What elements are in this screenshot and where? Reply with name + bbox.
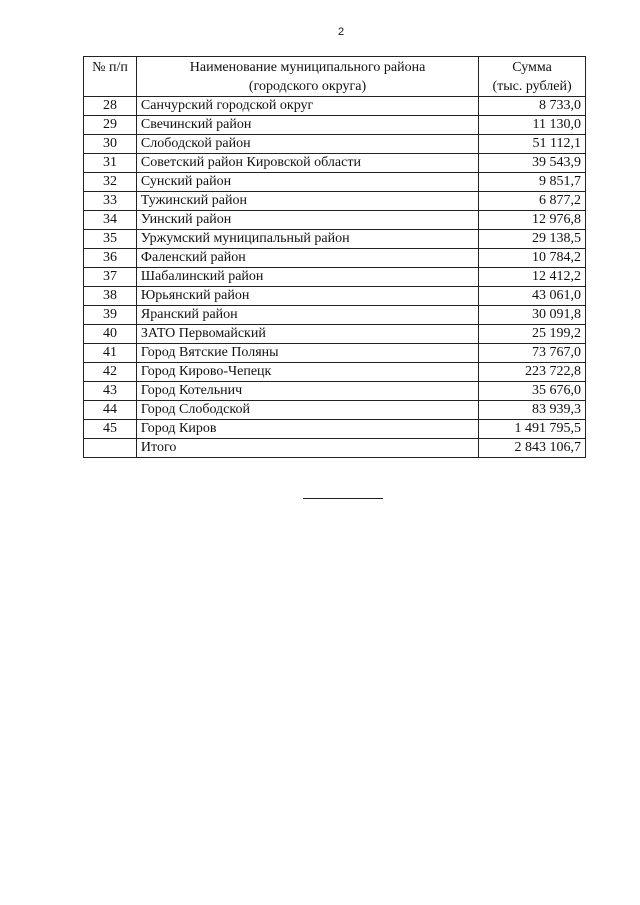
header-sum-line2: (тыс. рублей) (492, 79, 572, 94)
table-header-row (84, 57, 586, 97)
row-district-name: Фаленский район (136, 249, 478, 268)
row-district-name: Город Киров (136, 420, 478, 439)
row-sum: 12 976,8 (479, 211, 586, 230)
header-name (136, 57, 478, 97)
table-row (84, 97, 586, 116)
row-sum: 29 138,5 (479, 230, 586, 249)
header-num-label: № п/п (92, 60, 128, 75)
header-sum-line1: Сумма (512, 60, 552, 75)
table-total-row (84, 439, 586, 458)
row-number: 29 (84, 116, 137, 135)
row-number: 40 (84, 325, 137, 344)
header-num (84, 57, 137, 97)
row-number: 44 (84, 401, 137, 420)
row-district-name: Свечинский район (136, 116, 478, 135)
row-district-name: Уржумский муниципальный район (136, 230, 478, 249)
row-sum: 10 784,2 (479, 249, 586, 268)
row-sum: 223 722,8 (479, 363, 586, 382)
row-number: 42 (84, 363, 137, 382)
table-row (84, 344, 586, 363)
row-number: 37 (84, 268, 137, 287)
table-row (84, 363, 586, 382)
table-row (84, 154, 586, 173)
row-sum: 2 843 106,7 (479, 439, 586, 458)
row-district-name: Советский район Кировской области (136, 154, 478, 173)
table-row (84, 192, 586, 211)
row-sum: 1 491 795,5 (479, 420, 586, 439)
table-row (84, 287, 586, 306)
row-number: 28 (84, 97, 137, 116)
row-district-name: Город Слободской (136, 401, 478, 420)
row-district-name: Итого (136, 439, 478, 458)
row-sum: 39 543,9 (479, 154, 586, 173)
page-number: 2 (338, 26, 345, 38)
row-district-name: Город Котельнич (136, 382, 478, 401)
row-sum: 73 767,0 (479, 344, 586, 363)
table-row (84, 135, 586, 154)
table-row (84, 249, 586, 268)
row-number: 43 (84, 382, 137, 401)
row-number: 39 (84, 306, 137, 325)
row-sum: 43 061,0 (479, 287, 586, 306)
row-sum: 30 091,8 (479, 306, 586, 325)
row-number (84, 439, 137, 458)
row-number: 32 (84, 173, 137, 192)
row-sum: 9 851,7 (479, 173, 586, 192)
table-row (84, 325, 586, 344)
row-sum: 51 112,1 (479, 135, 586, 154)
row-district-name: Сунский район (136, 173, 478, 192)
row-number: 38 (84, 287, 137, 306)
row-district-name: Тужинский район (136, 192, 478, 211)
row-sum: 83 939,3 (479, 401, 586, 420)
row-district-name: Санчурский городской округ (136, 97, 478, 116)
row-number: 36 (84, 249, 137, 268)
allocation-table (83, 56, 586, 458)
row-district-name: Уинский район (136, 211, 478, 230)
row-number: 33 (84, 192, 137, 211)
table-row (84, 173, 586, 192)
table-row (84, 401, 586, 420)
table-row (84, 116, 586, 135)
table-row (84, 306, 586, 325)
row-district-name: ЗАТО Первомайский (136, 325, 478, 344)
table-row (84, 382, 586, 401)
row-district-name: Город Вятские Поляны (136, 344, 478, 363)
row-number: 31 (84, 154, 137, 173)
table-row (84, 420, 586, 439)
row-number: 35 (84, 230, 137, 249)
end-divider (303, 498, 383, 499)
row-district-name: Город Кирово-Чепецк (136, 363, 478, 382)
table-row (84, 211, 586, 230)
row-district-name: Юрьянский район (136, 287, 478, 306)
table-row (84, 230, 586, 249)
row-sum: 12 412,2 (479, 268, 586, 287)
row-number: 45 (84, 420, 137, 439)
row-district-name: Шабалинский район (136, 268, 478, 287)
table-row (84, 268, 586, 287)
row-district-name: Слободской район (136, 135, 478, 154)
row-sum: 25 199,2 (479, 325, 586, 344)
header-name-line2: (городского округа) (248, 79, 367, 94)
header-name-line1: Наименование муниципального района (189, 60, 426, 75)
row-sum: 11 130,0 (479, 116, 586, 135)
table-body (84, 97, 586, 458)
row-sum: 8 733,0 (479, 97, 586, 116)
row-sum: 35 676,0 (479, 382, 586, 401)
row-number: 34 (84, 211, 137, 230)
row-district-name: Яранский район (136, 306, 478, 325)
header-sum (479, 57, 586, 97)
row-sum: 6 877,2 (479, 192, 586, 211)
row-number: 41 (84, 344, 137, 363)
row-number: 30 (84, 135, 137, 154)
